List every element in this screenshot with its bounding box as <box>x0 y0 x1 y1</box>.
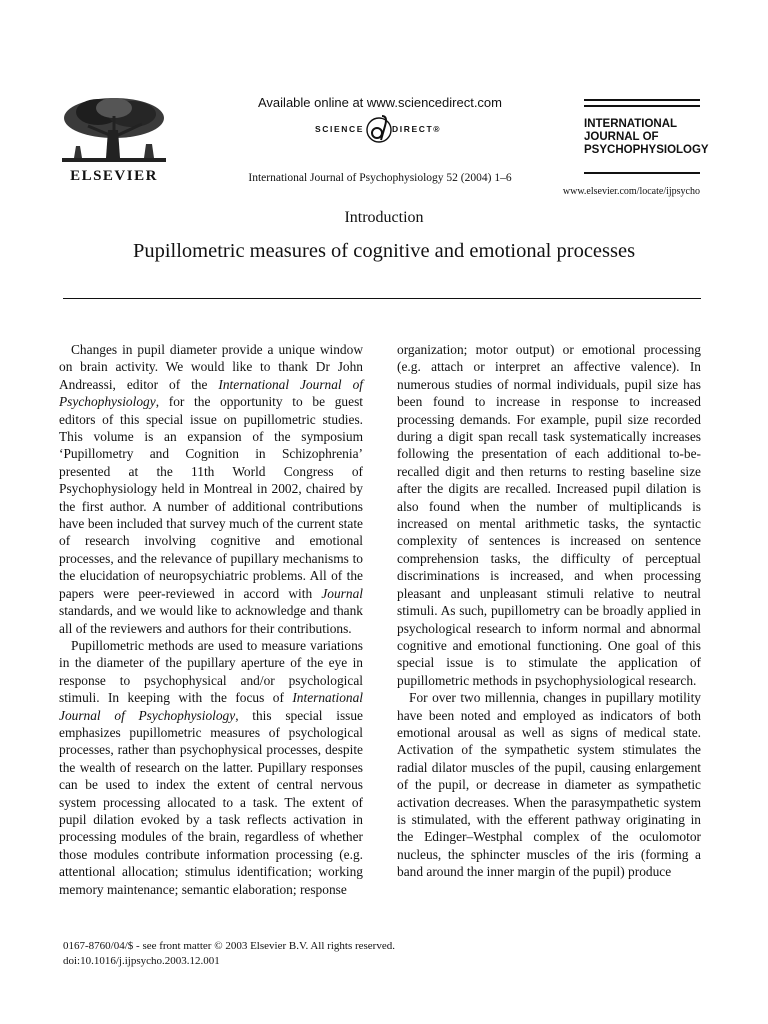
journal-title-line: INTERNATIONAL <box>584 118 678 130</box>
footer <box>63 939 563 969</box>
elsevier-tree-logo <box>58 96 170 166</box>
journal-title-line: JOURNAL OF <box>584 131 659 143</box>
journal-title-line: PSYCHOPHYSIOLOGY <box>584 144 709 156</box>
italic-text: International Journal of Psychophysiology <box>59 690 363 723</box>
science-direct-left-text: SCIENCE <box>315 124 364 134</box>
text-run: Pupillometric methods are used to measure variations in the diameter of the pupillary aperture of the eye in response to psychophysical and/or psychological stimuli. In keeping with the focus of <box>59 637 363 706</box>
journal-url[interactable]: www.elsevier.com/locate/ijpsycho <box>562 186 700 197</box>
paragraph: For over two millennia, changes in pupillary motility have been noted and employed as indicators of both emotional arousal as well as signs of medical state. Activation of the sympathetic system stimulates the radial dilator muscles of the pupil, causing enlargement of the pupil, or decrease in diameter as sympathetic activation decreases. When the parasympathetic system is stimulated, with the efferent pathway originating in the Edinger–Westphal complex of the oculomotor nucleus, the sphincter muscles of the iris (forming a band around the inner margin of the pupil) produce <box>397 690 701 880</box>
text-run: Changes in pupil diameter provide a unique window on brain activity. We would like to thank Dr John Andreassi, editor of the <box>59 342 363 392</box>
article-title: Pupillometric measures of cognitive and emotional processes <box>132 240 636 262</box>
journal-title <box>584 118 714 157</box>
text-run: , for the opportunity to be guest editors of this special issue on pupillometric studies. This volume is an expansion of the symposium ‘Pupillometry and Cognition in Schizophrenia’ presented at the 11th World Congress of Psychophysiology held in Montreal in 2002, chaired by the first author. A number of additional contributions have been included that survey much of the current state of research involving cognitive and emotional processes, and the relevance of pupillary mechanisms to the elucidation of neuropsychiatric problems. All of the papers were peer-reviewed in accord with <box>59 394 363 601</box>
paragraph <box>59 341 363 637</box>
publisher-name: ELSEVIER <box>70 168 158 184</box>
italic-text: Journal <box>321 585 363 601</box>
paragraph: organization; motor output) or emotional processing (e.g. attach or interpret an affective valence). In numerous studies of normal individuals, pupil size has been found to increase in response to increased processing demands. For example, pupil size recorded during a digit span recall task systematically increases following the presentation of each additional to-be-recalled digit and then returns to resting baseline size after the digits are recalled. Increased pupil dilation is also found when the number of multiplicands is increased on mental arithmetic tasks, the syntactic complexity of sentences is increased on sentence comprehension tasks, the difficulty of perceptual discriminations is increased, and when processing pleasant and unpleasant stimuli relative to neutral stimuli. As such, pupillometry can be broadly applied in psychological research to inform normal and abnormal cognitive and emotional functioning. One goal of this special issue is to stimulate the application of pupillometric methods in psychophysiological research. <box>397 342 701 688</box>
section-heading: Introduction <box>344 209 424 226</box>
title-divider <box>63 298 701 299</box>
journal-rule-bottom <box>584 172 700 174</box>
body-left-column <box>59 341 363 898</box>
copyright-line: 0167-8760/04/$ - see front matter © 2003 Elsevier B.V. All rights reserved. <box>63 940 395 952</box>
available-online-text: Available online at www.sciencedirect.com <box>258 95 502 110</box>
journal-rule-second <box>584 105 700 107</box>
doi-line[interactable]: doi:10.1016/j.ijpsycho.2003.12.001 <box>63 955 220 967</box>
italic-text: International Journal of Psychophysiology <box>59 376 363 410</box>
science-direct-logo-icon <box>364 112 394 146</box>
text-run: standards, and we would like to acknowledge and thank all of the reviewers and authors for their contributions. <box>59 603 363 636</box>
science-direct-right-text: DIRECT® <box>392 124 442 134</box>
body-right-column <box>397 341 701 881</box>
text-run: , this special issue emphasizes pupillometric measures of psychological processes, rather than psychophysical processes, despite the wealth of research on the latter. Pupillary responses can be used to index the extent of central nervous system processing allocated to a task. The extent of pupil dilation evoked by a task reflects activation in processing modules of the brain, regardless of whether those modules contribute information processing (e.g. attentional allocation; stimulus identification; working memory maintenance; semantic elaboration; response <box>59 707 364 897</box>
journal-citation: International Journal of Psychophysiology 52 (2004) 1–6 <box>248 172 512 184</box>
paragraph <box>59 637 363 898</box>
journal-rule-top <box>584 99 700 101</box>
